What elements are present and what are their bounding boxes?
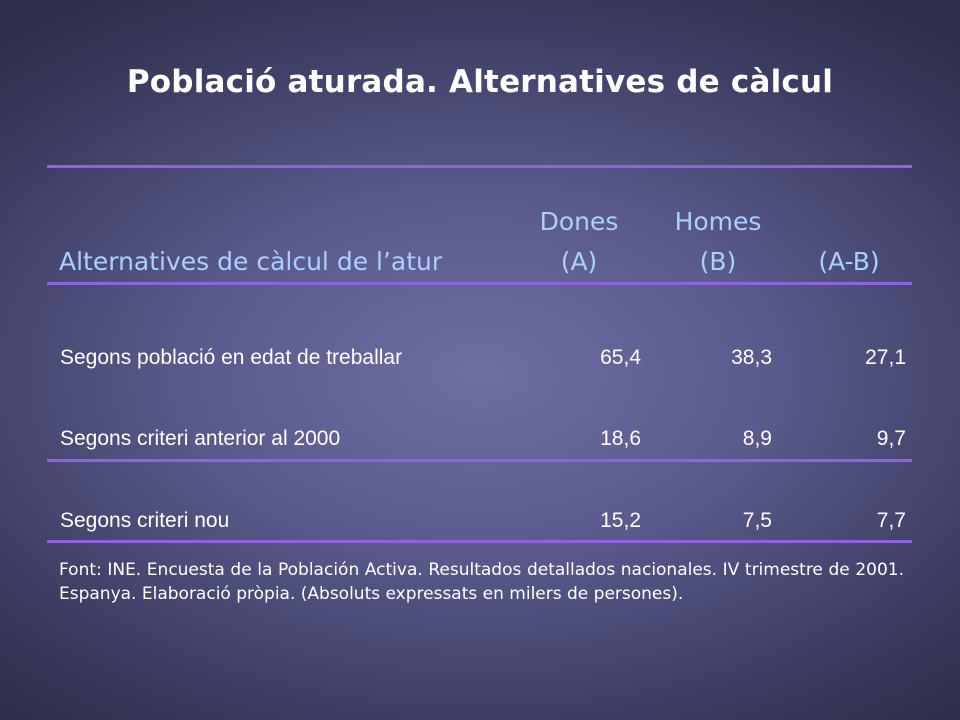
column-header-dones: Dones — [539, 207, 619, 236]
table-row-rule — [47, 459, 912, 462]
table-cell-difference: 7,7 — [876, 509, 906, 532]
table-cell-dones: 65,4 — [600, 346, 641, 369]
table-cell-homes: 38,3 — [731, 346, 772, 369]
table-cell-difference: 9,7 — [876, 427, 906, 450]
table-cell-dones: 18,6 — [600, 427, 641, 450]
table-row-label: Segons criteri nou — [60, 509, 230, 532]
table-row-label: Segons població en edat de treballar — [60, 346, 403, 369]
source-note: Font: INE. Encuesta de la Población Activa. Resultados detallados nacionales. IV trimestre de 2001. Espanya. Elaboració pròpia. (Absoluts expressats en milers de persones). — [59, 560, 904, 604]
table-row-label: Segons criteri anterior al 2000 — [60, 427, 341, 450]
table-cell-homes: 7,5 — [742, 509, 772, 532]
table-cell-homes: 8,9 — [742, 427, 772, 450]
table-cell-difference: 27,1 — [865, 346, 906, 369]
table-cell-dones: 15,2 — [600, 509, 641, 532]
table-header-label: Alternatives de càlcul de l’atur — [59, 247, 443, 276]
column-header-homes-code: (B) — [699, 247, 737, 276]
column-header-difference: (A-B) — [818, 247, 880, 276]
column-header-homes: Homes — [674, 207, 762, 236]
table-top-rule — [47, 165, 912, 168]
slide-title: Població aturada. Alternatives de càlcul — [126, 64, 834, 100]
table-bottom-rule — [47, 540, 912, 543]
column-header-dones-code: (A) — [560, 247, 598, 276]
table-header-rule — [47, 282, 912, 285]
